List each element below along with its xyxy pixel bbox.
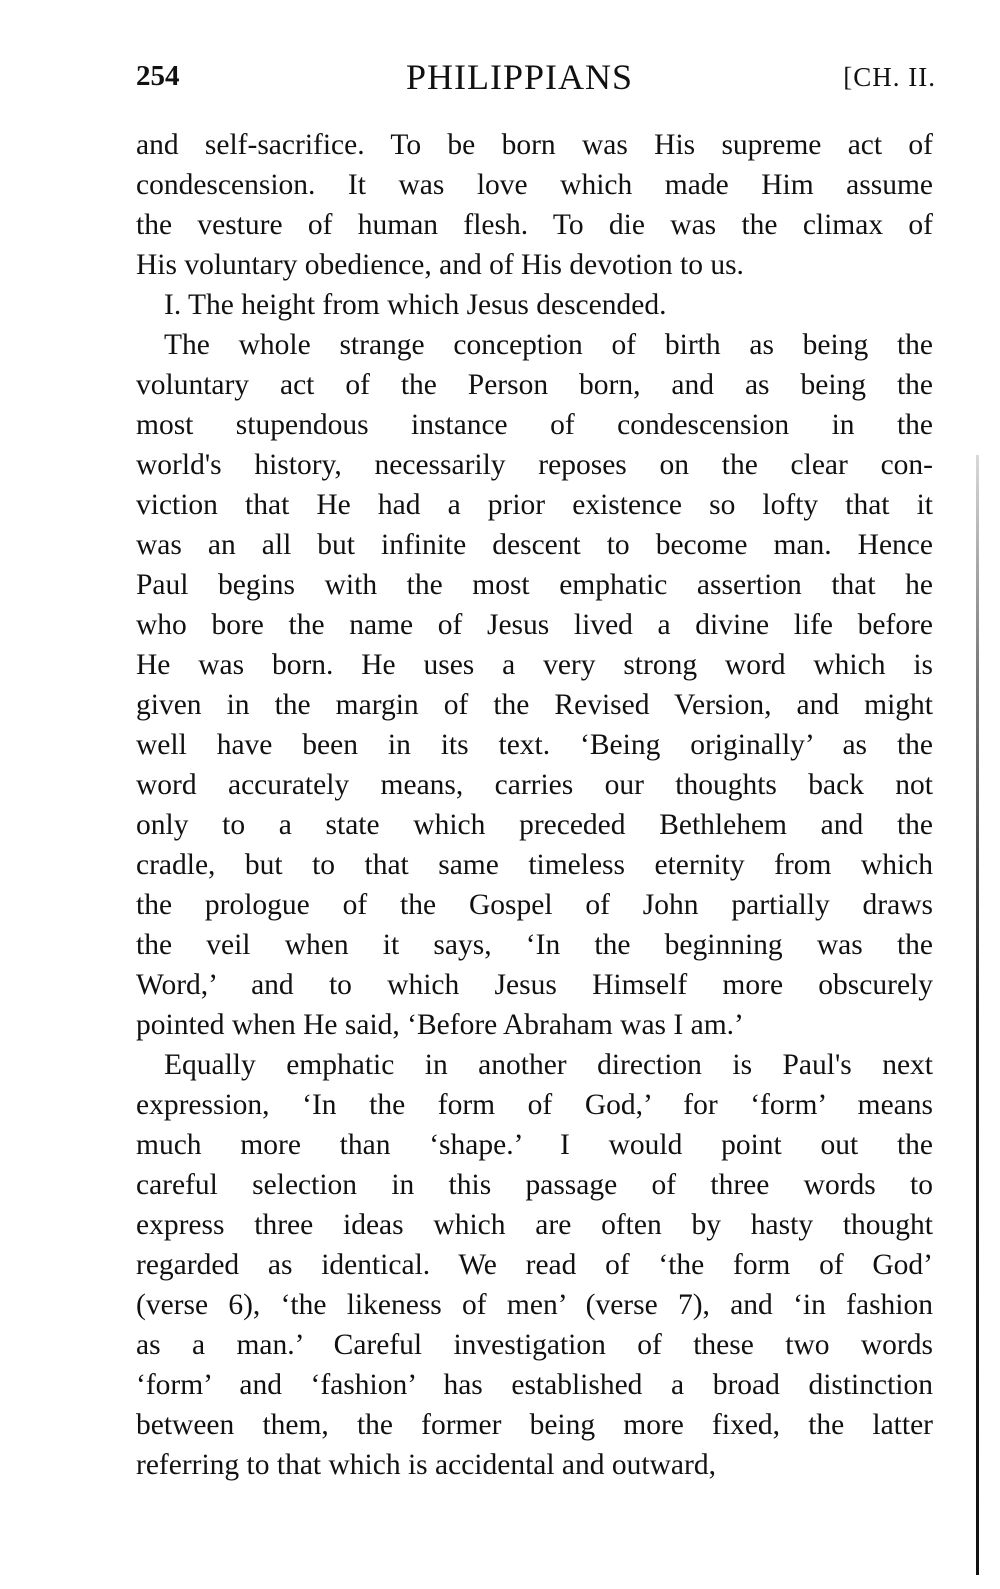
text-line: Word,’ and to which Jesus Himself more obscurely [136,969,933,1001]
running-head [136,56,936,104]
text-line: the veil when it says, ‘In the beginning was the [136,929,933,961]
text-line: Equally emphatic in another direction is Paul's next [164,1049,933,1081]
paragraph-1 [136,125,933,285]
text-line: condescension. It was love which made Him assume [136,169,933,201]
text-line: Paul begins with the most emphatic assertion that he [136,569,933,601]
scan-margin-shadow [976,455,979,1575]
text-line: voluntary act of the Person born, and as being the [136,369,933,401]
page-number: 254 [136,60,180,92]
paragraph-2 [136,325,933,1045]
body-text [136,125,933,1485]
text-line: pointed when He said, ‘Before Abraham was I am.’ [136,1009,744,1041]
text-line: world's history, necessarily reposes on the clear con- [136,449,933,481]
text-line: The whole strange conception of birth as being the [164,329,933,361]
text-line: viction that He had a prior existence so lofty that it [136,489,933,521]
text-line: careful selection in this passage of three words to [136,1169,933,1201]
text-line: I. The height from which Jesus descended. [164,289,667,321]
text-line: given in the margin of the Revised Version, and might [136,689,933,721]
text-line: word accurately means, carries our thoughts back not [136,769,933,801]
section-heading [136,285,933,325]
text-line: and self-sacrifice. To be born was His supreme act of [136,129,933,161]
text-line: regarded as identical. We read of ‘the form of God’ [136,1249,933,1281]
text-line: the prologue of the Gospel of John partially draws [136,889,933,921]
text-line: much more than ‘shape.’ I would point out the [136,1129,933,1161]
text-line: well have been in its text. ‘Being originally’ as the [136,729,933,761]
text-line: cradle, but to that same timeless eternity from which [136,849,933,881]
paragraph-3 [136,1045,933,1485]
text-line: referring to that which is accidental and outward, [136,1449,716,1481]
text-line: who bore the name of Jesus lived a divine life before [136,609,933,641]
text-line: expression, ‘In the form of God,’ for ‘form’ means [136,1089,933,1121]
running-title: PHILIPPIANS [406,57,634,97]
text-line: the vesture of human flesh. To die was the climax of [136,209,933,241]
text-line: He was born. He uses a very strong word which is [136,649,933,681]
text-line: ‘form’ and ‘fashion’ has established a broad distinction [136,1369,933,1401]
text-line: express three ideas which are often by hasty thought [136,1209,933,1241]
text-line: between them, the former being more fixed, the latter [136,1409,933,1441]
text-line: (verse 6), ‘the likeness of men’ (verse 7), and ‘in fashion [136,1289,933,1321]
text-line: was an all but infinite descent to become man. Hence [136,529,933,561]
text-line: only to a state which preceded Bethlehem and the [136,809,933,841]
text-line: most stupendous instance of condescension in the [136,409,933,441]
text-line: as a man.’ Careful investigation of these two words [136,1329,933,1361]
text-line: His voluntary obedience, and of His devotion to us. [136,249,744,281]
chapter-reference: [CH. II. [843,62,936,92]
